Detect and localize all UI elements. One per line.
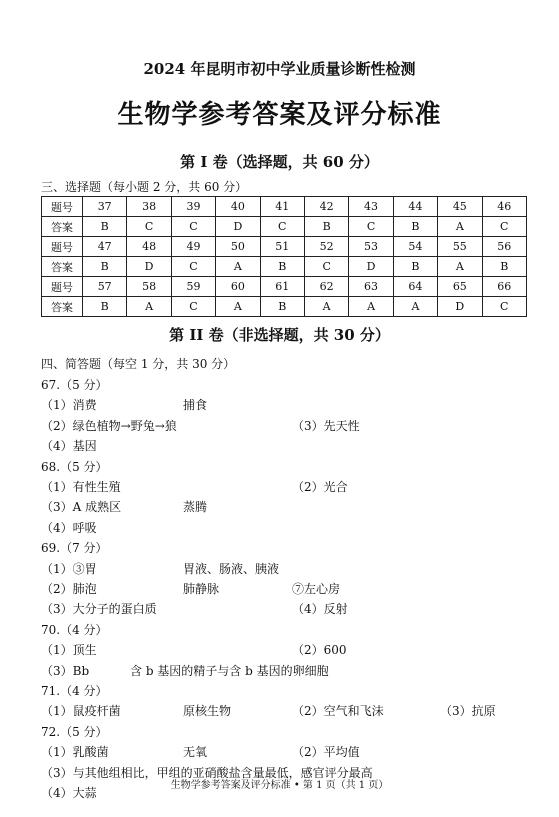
question-number-cell: 56 [482, 237, 526, 257]
question-number-cell: 58 [127, 277, 171, 297]
answer-row [42, 297, 527, 317]
answer-line-text: 含 b 基因的精子与含 b 基因的卵细胞 [130, 663, 329, 678]
question-row [42, 277, 527, 297]
row-label: 答案 [42, 297, 83, 317]
answer-line-text: （3）A 成熟区 [41, 500, 122, 515]
page-footer: 生物学参考答案及评分标准 • 第 1 页（共 1 页） [170, 780, 389, 791]
answer-line-text: （3）与其他组相比，甲组的亚硝酸盐含量最低，感官评分最高 [41, 765, 373, 780]
question-number-cell: 52 [304, 237, 348, 257]
answer-line-text: 67.（5 分） [41, 378, 108, 392]
question-number-cell: 57 [83, 277, 127, 297]
answer-cell: C [304, 257, 348, 277]
question-number-cell: 60 [216, 277, 260, 297]
answer-cell: B [260, 257, 304, 277]
question-number-cell: 39 [171, 197, 215, 217]
answer-line-text: 69.（7 分） [41, 541, 108, 556]
answer-cell: A [216, 297, 260, 317]
answer-line-text: （4）大蒜 [41, 786, 97, 800]
answer-line-text: 71.（4 分） [41, 684, 108, 698]
answer-line-text: 胃液、肠液、胰液 [183, 561, 280, 576]
question-number-cell: 54 [393, 237, 437, 257]
exam-title: 2024 年昆明市初中学业质量诊断性检测 [143, 60, 416, 78]
answer-cell: D [127, 257, 171, 277]
answer-line-text: ⑦左心房 [292, 582, 341, 596]
answer-line-text: （1）乳酸菌 [41, 745, 109, 760]
question-number-cell: 44 [393, 197, 437, 217]
answer-line-text: （2）光合 [292, 480, 348, 494]
answer-cell: A [216, 257, 260, 277]
question-number-cell: 62 [304, 277, 348, 297]
question-number-cell: 61 [260, 277, 304, 297]
answer-cell: C [171, 217, 215, 237]
part1-heading: 第 I 卷（选择题，共 60 分） [180, 153, 379, 171]
answer-line-text: 肺静脉 [183, 582, 220, 596]
answer-line-text: 68.（5 分） [41, 459, 108, 474]
answer-line-text: 捕食 [183, 398, 208, 413]
answer-cell: C [260, 217, 304, 237]
question-number-cell: 63 [349, 277, 393, 297]
question-row [42, 237, 527, 257]
question-row [42, 197, 527, 217]
question-number-cell: 46 [482, 197, 526, 217]
answer-line-text: 无氧 [183, 745, 208, 760]
question-number-cell: 41 [260, 197, 304, 217]
question-number-cell: 47 [83, 237, 127, 257]
row-label: 答案 [42, 257, 83, 277]
answer-cell: D [438, 297, 482, 317]
answer-cell: C [127, 217, 171, 237]
row-label: 题号 [42, 237, 83, 257]
answer-cell: B [393, 217, 437, 237]
question-number-cell: 40 [216, 197, 260, 217]
answer-cell: C [171, 257, 215, 277]
question-number-cell: 37 [83, 197, 127, 217]
document-title: 生物学参考答案及评分标准 [117, 100, 442, 130]
answer-line-text: （2）平均值 [292, 745, 360, 760]
answer-line-text: 蒸腾 [183, 500, 208, 515]
row-label: 题号 [42, 277, 83, 297]
section4-title: 四、简答题（每空 1 分，共 30 分） [41, 357, 236, 371]
answer-line-text: （1）鼠疫杆菌 [41, 704, 121, 719]
answer-cell: A [127, 297, 171, 317]
answer-cell: B [83, 257, 127, 277]
answer-line-text: （2）绿色植物→野兔→狼 [41, 418, 177, 433]
answer-cell: B [83, 297, 127, 317]
answer-cell: B [393, 257, 437, 277]
section3-title: 三、选择题（每小题 2 分，共 60 分） [41, 180, 248, 194]
question-number-cell: 59 [171, 277, 215, 297]
answer-line-text: （1）有性生殖 [41, 480, 121, 494]
answer-cell: B [83, 217, 127, 237]
question-number-cell: 55 [438, 237, 482, 257]
question-number-cell: 50 [216, 237, 260, 257]
question-number-cell: 43 [349, 197, 393, 217]
answer-line-text: 70.（4 分） [41, 622, 108, 637]
answer-line-text: （1）顶生 [41, 643, 97, 658]
row-label: 答案 [42, 217, 83, 237]
answer-line-text: （3）先天性 [292, 418, 360, 433]
answer-cell: A [349, 297, 393, 317]
question-number-cell: 65 [438, 277, 482, 297]
question-number-cell: 49 [171, 237, 215, 257]
answer-cell: D [349, 257, 393, 277]
answer-line-text: （3）Bb [41, 663, 90, 678]
answer-line-text: （4）呼吸 [41, 520, 97, 535]
question-number-cell: 45 [438, 197, 482, 217]
answer-cell: C [482, 297, 526, 317]
row-label: 题号 [42, 197, 83, 217]
answer-cell: B [260, 297, 304, 317]
question-number-cell: 48 [127, 237, 171, 257]
answer-line-text: 原核生物 [183, 704, 232, 719]
answer-line-text: （4）基因 [41, 439, 97, 454]
answer-cell: C [482, 217, 526, 237]
answer-cell: D [216, 217, 260, 237]
answer-line-text: （4）反射 [292, 602, 348, 617]
question-number-cell: 64 [393, 277, 437, 297]
question-number-cell: 53 [349, 237, 393, 257]
answer-cell: B [304, 217, 348, 237]
answer-cell: A [438, 217, 482, 237]
question-number-cell: 51 [260, 237, 304, 257]
answer-line-text: （3）大分子的蛋白质 [41, 602, 157, 617]
answer-cell: A [438, 257, 482, 277]
question-number-cell: 42 [304, 197, 348, 217]
answer-line-text: 72.（5 分） [41, 724, 108, 739]
answer-cell: A [393, 297, 437, 317]
answer-row [42, 257, 527, 277]
answer-table [41, 196, 527, 317]
answer-row [42, 217, 527, 237]
answer-line-text: （1）③胃 [41, 561, 97, 576]
answer-line-text: （3）抗原 [440, 704, 496, 719]
answer-cell: A [304, 297, 348, 317]
part2-heading: 第 II 卷（非选择题，共 30 分） [169, 326, 390, 344]
answer-line-text: （2）空气和飞沫 [292, 704, 384, 719]
answer-line-text: （2）600 [292, 643, 347, 658]
question-number-cell: 38 [127, 197, 171, 217]
answer-cell: B [482, 257, 526, 277]
answer-cell: C [349, 217, 393, 237]
answer-line-text: （1）消费 [41, 398, 97, 413]
answer-cell: C [171, 297, 215, 317]
answer-line-text: （2）肺泡 [41, 582, 97, 596]
question-number-cell: 66 [482, 277, 526, 297]
